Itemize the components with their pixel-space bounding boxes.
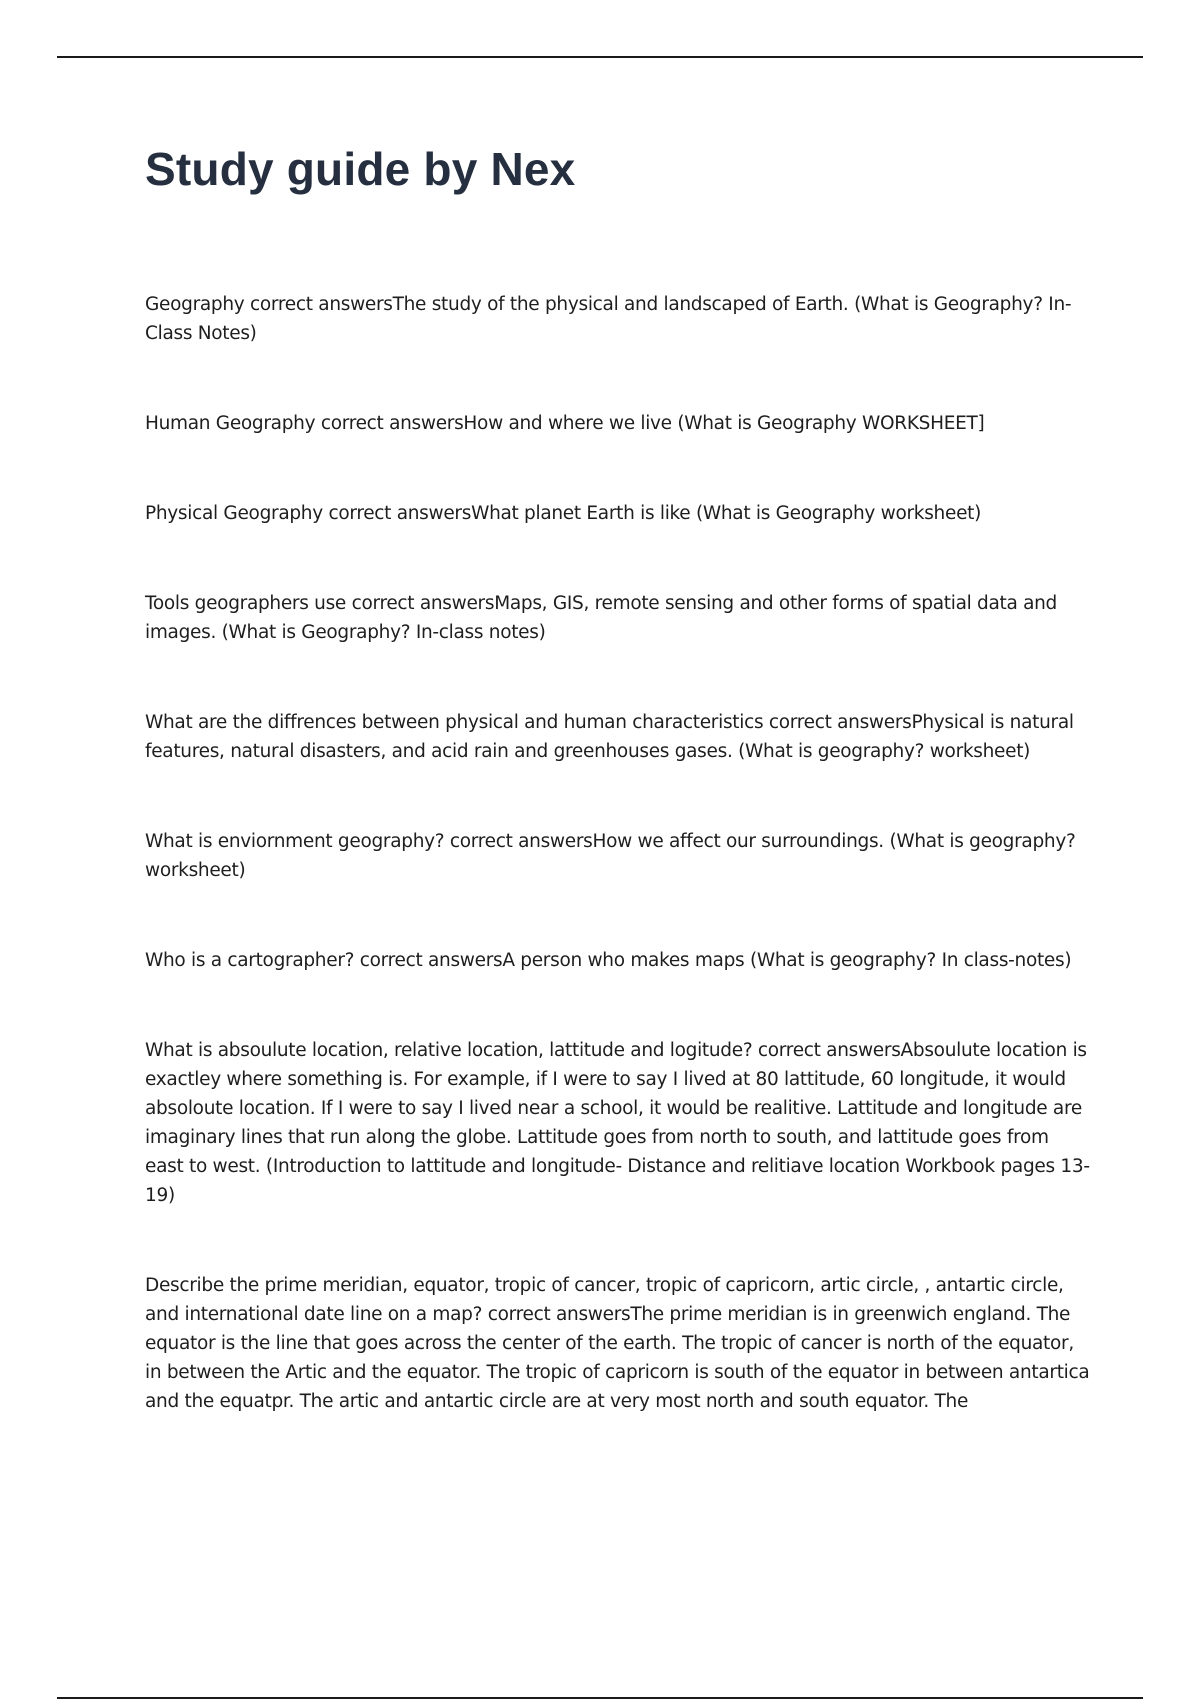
study-entries: [145, 290, 1090, 1477]
entry-environment-geography: What is enviornment geography? correct answersHow we affect our surroundings. (What is geography? worksheet): [145, 831, 1076, 881]
bottom-divider: [57, 1697, 1143, 1699]
entry-cartographer: Who is a cartographer? correct answersA person who makes maps (What is geography? In class-notes): [145, 950, 1072, 971]
document-title: Study guide by Nex: [145, 143, 576, 195]
entry-human-geography: Human Geography correct answersHow and where we live (What is Geography WORKSHEET]: [145, 413, 985, 434]
entry-map-lines: Describe the prime meridian, equator, tropic of cancer, tropic of capricorn, artic circle, , antartic circle, and international date line on a map? correct answersThe prime meridian is in greenwich england. The equator is the line that goes across the center of the earth. The tropic of cancer is north of the equator, in between the Artic and the equator. The tropic of capricorn is south of the equator in between antartica and the equatpr. The artic and antartic circle are at very most north and south equator. The: [145, 1275, 1090, 1412]
entry-location-lat-long: What is absoulute location, relative location, lattitude and logitude? correct answersAbsoulute location is exactley where something is. For example, if I were to say I lived at 80 lattitude, 60 longitude, it would absoloute location. If I were to say I lived near a school, it would be realitive. Lattitude and longitude are imaginary lines that run along the globe. Lattitude goes from north to south, and lattitude goes from east to west. (Introduction to lattitude and longitude- Distance and relitiave location Workbook pages 13-19): [145, 1040, 1090, 1206]
entry-geography: Geography correct answersThe study of the physical and landscaped of Earth. (What is Geography? In-Class Notes): [145, 294, 1072, 344]
entry-physical-vs-human: What are the diffrences between physical and human characteristics correct answersPhysical is natural features, natural disasters, and acid rain and greenhouses gases. (What is geography? worksheet): [145, 712, 1074, 762]
entry-physical-geography: Physical Geography correct answersWhat planet Earth is like (What is Geography worksheet): [145, 503, 982, 524]
top-divider: [57, 56, 1143, 58]
entry-tools-geographers: Tools geographers use correct answersMaps, GIS, remote sensing and other forms of spatial data and images. (What is Geography? In-class notes): [145, 593, 1057, 643]
